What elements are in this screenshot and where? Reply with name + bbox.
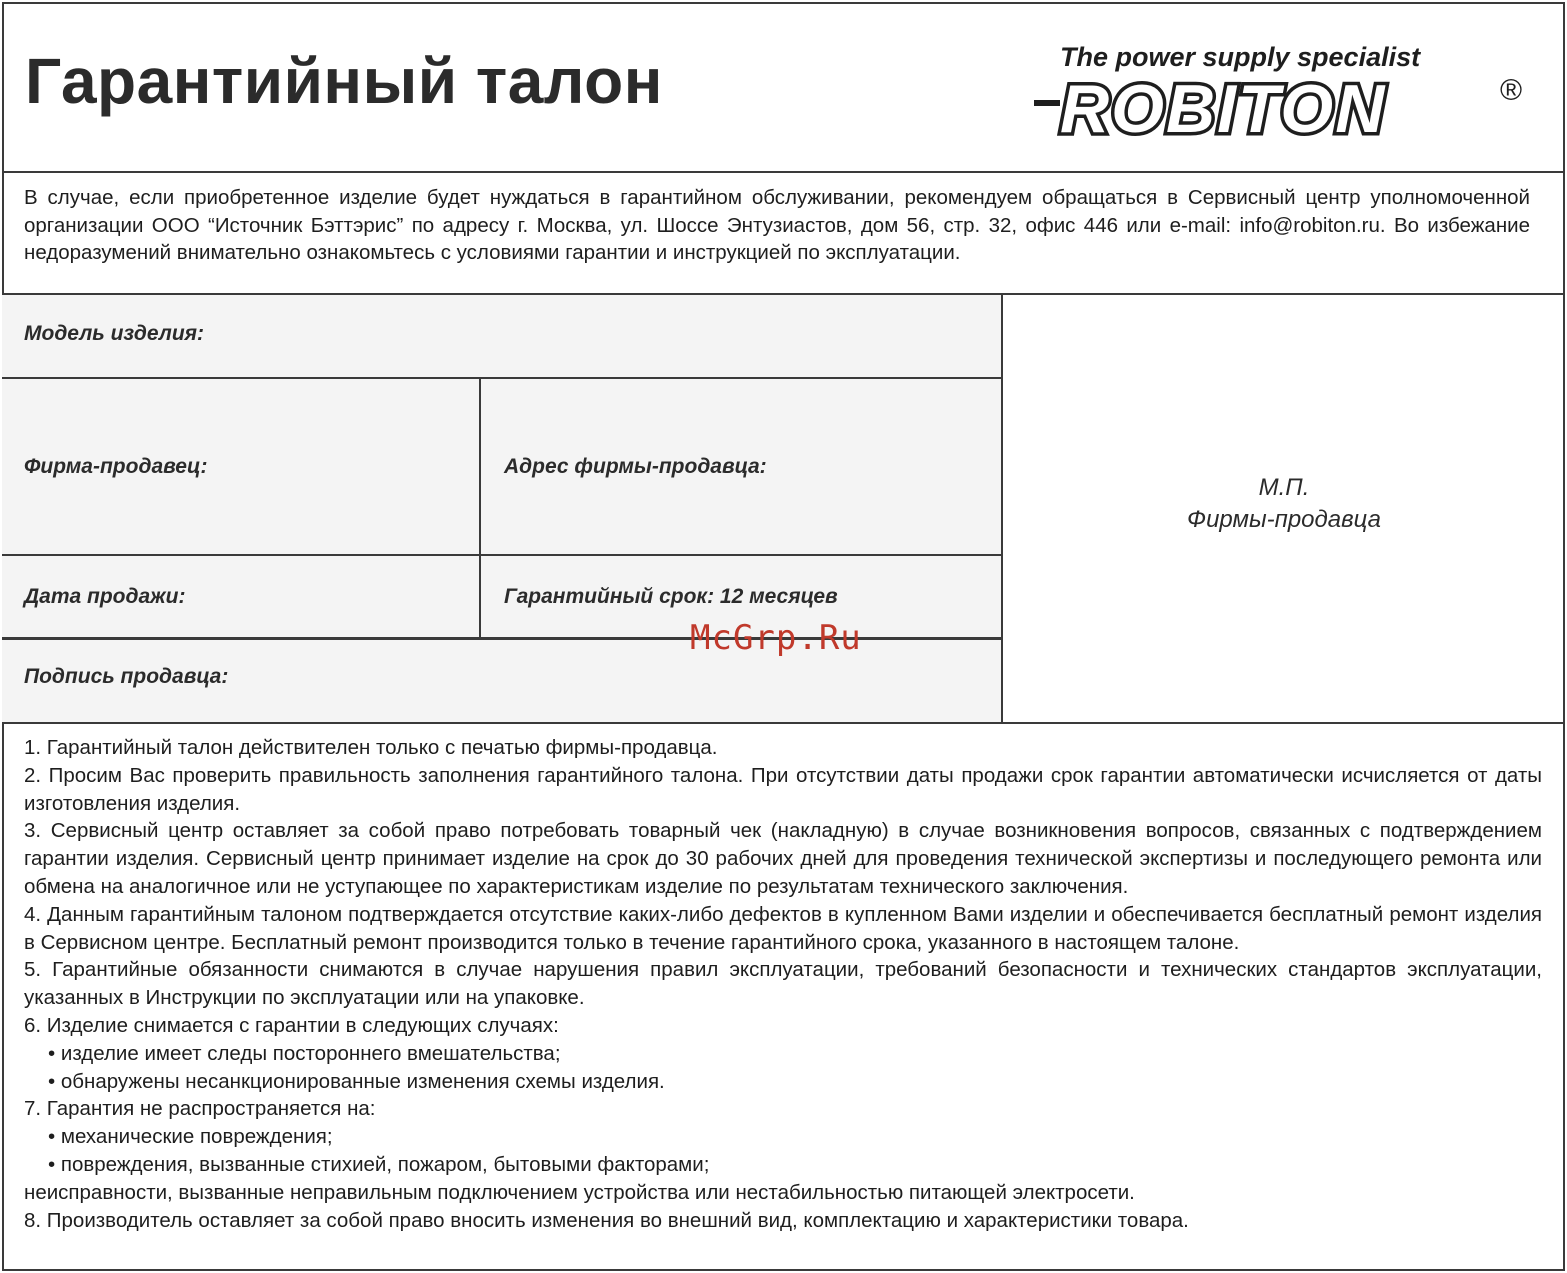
stamp-label: М.П. [1258,474,1310,501]
divider [479,377,481,639]
brand-name: ROBITON [1060,72,1387,138]
model-label: Модель изделия: [24,322,205,345]
divider [1001,295,1003,724]
terms-item: 4. Данным гарантийным талоном подтверждается отсутствие каких-либо дефектов в купленном Вами изделии и обеспечивается бесплатный ремонт изделия в Сервисном центре. Бесплатный ремонт производится только в течение гарантийного срока, указанного в настоящем талоне. [24,902,1542,954]
brand-tagline: The power supply specialist [1060,42,1421,72]
seller-stamp-area [1004,472,1564,536]
terms-item: 3. Сервисный центр оставляет за собой право потребовать товарный чек (накладную) в случае возникновения вопросов, связанных с подтверждением гарантии изделия. Сервисный центр принимает изделие на срок до 30 рабочих дней для проведения технической экспертизы и последующего ремонта или обмена на аналогичное или не уступающее по характеристикам изделие по результатам технического заключения. [24,819,1542,898]
terms-bullet: • изделие имеет следы постороннего вмешательства; [48,1041,561,1065]
divider [2,554,1003,556]
intro-text: В случае, если приобретенное изделие будет нуждаться в гарантийном обслуживании, рекомендуем обращаться в Сервисный центр уполномоченной организации ООО “Источник Бэттэрис” по адресу г. Москва, ул. Шоссе Энтузиастов, дом 56, стр. 32, офис 446 или e-mail: info@robiton.ru. Во избежание недоразумений внимательно ознакомьтесь с условиями гарантии и инструкцией по эксплуатации. [24,186,1530,264]
terms-item: неисправности, вызванные неправильным подключением устройства или нестабильностью питающей электросети. [24,1180,1135,1204]
terms-item: 2. Просим Вас проверить правильность заполнения гарантийного талона. При отсутствии даты продажи срок гарантии автоматически исчисляется от даты изготовления изделия. [24,763,1542,815]
sale-date-label: Дата продажи: [24,585,186,608]
terms-bullet: • обнаружены несанкционированные изменения схемы изделия. [48,1069,665,1093]
header [2,2,1565,173]
warranty-terms [24,734,1542,1234]
warranty-term-label: Гарантийный срок: 12 месяцев [504,585,838,608]
stamp-caption: Фирмы-продавца [1187,506,1381,533]
terms-item: 6. Изделие снимается с гарантии в следующих случаях: [24,1013,559,1037]
watermark: McGrp.Ru [690,618,862,658]
robiton-logo [1034,72,1534,138]
terms-bullet: • механические повреждения; [48,1125,333,1149]
page-title: Гарантийный талон [25,45,663,117]
seller-address-label: Адрес фирмы-продавца: [504,455,767,478]
seller-label: Фирма-продавец: [24,455,208,478]
terms-bullet: • повреждения, вызванные стихией, пожаром, бытовыми факторами; [48,1152,710,1176]
seller-signature-label: Подпись продавца: [24,665,229,688]
divider [2,377,1003,379]
terms-item: 1. Гарантийный талон действителен только с печатью фирмы-продавца. [24,736,718,759]
divider [2,722,1565,724]
terms-item: 5. Гарантийные обязанности снимаются в случае нарушения правил эксплуатации, требований безопасности и технических стандартов эксплуатации, указанных в Инструкции по эксплуатации или на упаковке. [24,958,1542,1010]
terms-item: 8. Производитель оставляет за собой право вносить изменения во внешний вид, комплектацию и характеристики товара. [24,1208,1189,1232]
registered-mark: ® [1500,74,1523,107]
terms-item: 7. Гарантия не распространяется на: [24,1097,376,1121]
logo-dash [1034,100,1060,106]
